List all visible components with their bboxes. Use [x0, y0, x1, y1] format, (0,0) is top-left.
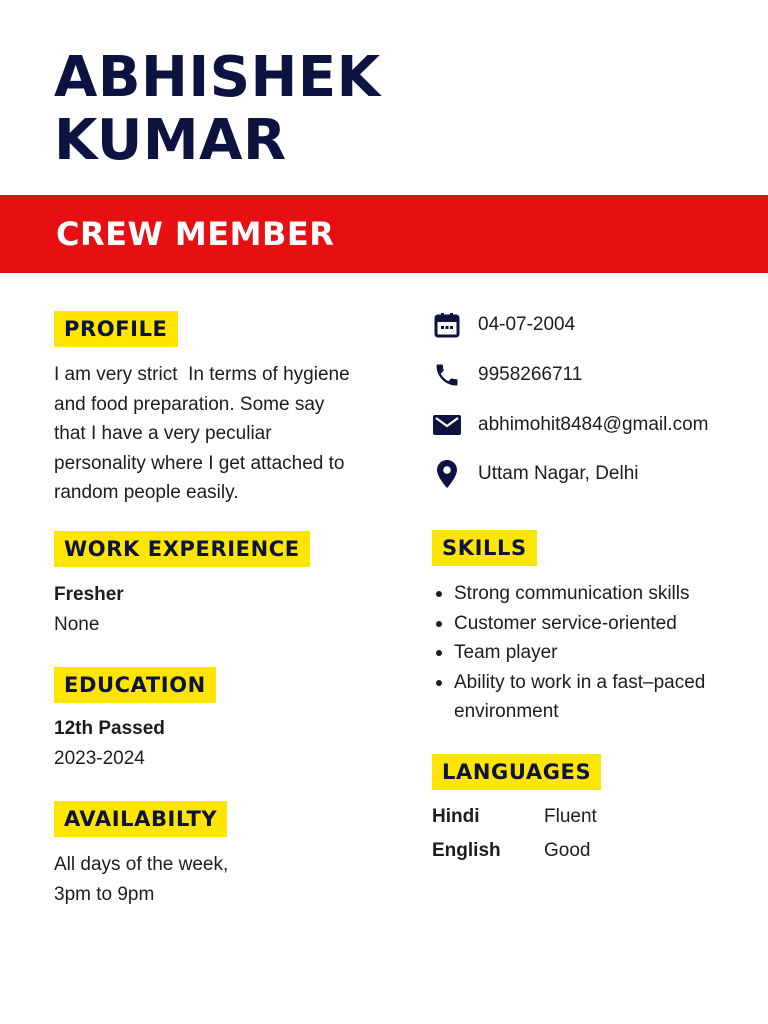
skill-item: Team player: [432, 638, 752, 668]
skills-heading: SKILLS: [432, 530, 537, 566]
language-name: Hindi: [432, 806, 480, 827]
profile-line: random people easily.: [54, 482, 239, 503]
work-experience-title: Fresher: [54, 584, 124, 605]
location-value: Uttam Nagar, Delhi: [478, 463, 639, 484]
availability-heading: AVAILABILTY: [54, 801, 227, 837]
availability-line: 3pm to 9pm: [54, 883, 155, 905]
skill-item: Ability to work in a fast–paced environment: [432, 668, 752, 727]
profile-heading: PROFILE: [54, 311, 178, 347]
profile-line: I am very strict In terms of hygiene: [54, 364, 350, 385]
work-experience-detail: None: [54, 613, 100, 635]
contact-location: [432, 459, 639, 489]
skill-item: Strong communication skills: [432, 579, 752, 609]
availability-line: All days of the week,: [54, 854, 229, 875]
calendar-icon: [432, 310, 462, 340]
profile-text: [54, 360, 350, 508]
skills-list: [432, 579, 752, 727]
email-icon: [432, 410, 462, 440]
phone-value[interactable]: 9958266711: [478, 364, 583, 385]
role-banner: [0, 195, 768, 273]
language-name: English: [432, 840, 501, 861]
education-title: 12th Passed: [54, 718, 165, 739]
language-level: Fluent: [544, 806, 597, 827]
work-experience-heading: WORK EXPERIENCE: [54, 531, 310, 567]
phone-icon: [432, 360, 462, 390]
candidate-name: [54, 46, 381, 172]
education-heading: EDUCATION: [54, 667, 216, 703]
contact-phone: [432, 360, 582, 390]
profile-line: and food preparation. Some say: [54, 393, 325, 415]
language-level: Good: [544, 840, 591, 861]
dob-value: 04-07-2004: [478, 314, 576, 335]
languages-heading: LANGUAGES: [432, 754, 601, 790]
location-pin-icon: [432, 459, 462, 489]
profile-line: that I have a very peculiar: [54, 423, 272, 444]
availability-section: [54, 850, 228, 909]
education-section: [54, 714, 165, 773]
contact-dob: [432, 310, 575, 340]
last-name: KUMAR: [54, 108, 287, 173]
profile-line: personality where I get attached to: [54, 452, 345, 474]
contact-email: [432, 410, 709, 440]
skill-item: Customer service-oriented: [432, 609, 752, 639]
job-title: CREW MEMBER: [56, 215, 335, 253]
first-name: ABHISHEK: [54, 45, 381, 110]
email-value[interactable]: abhimohit8484@gmail.com: [478, 414, 709, 435]
education-years: 2023-2024: [54, 747, 145, 769]
work-experience-section: [54, 580, 124, 639]
